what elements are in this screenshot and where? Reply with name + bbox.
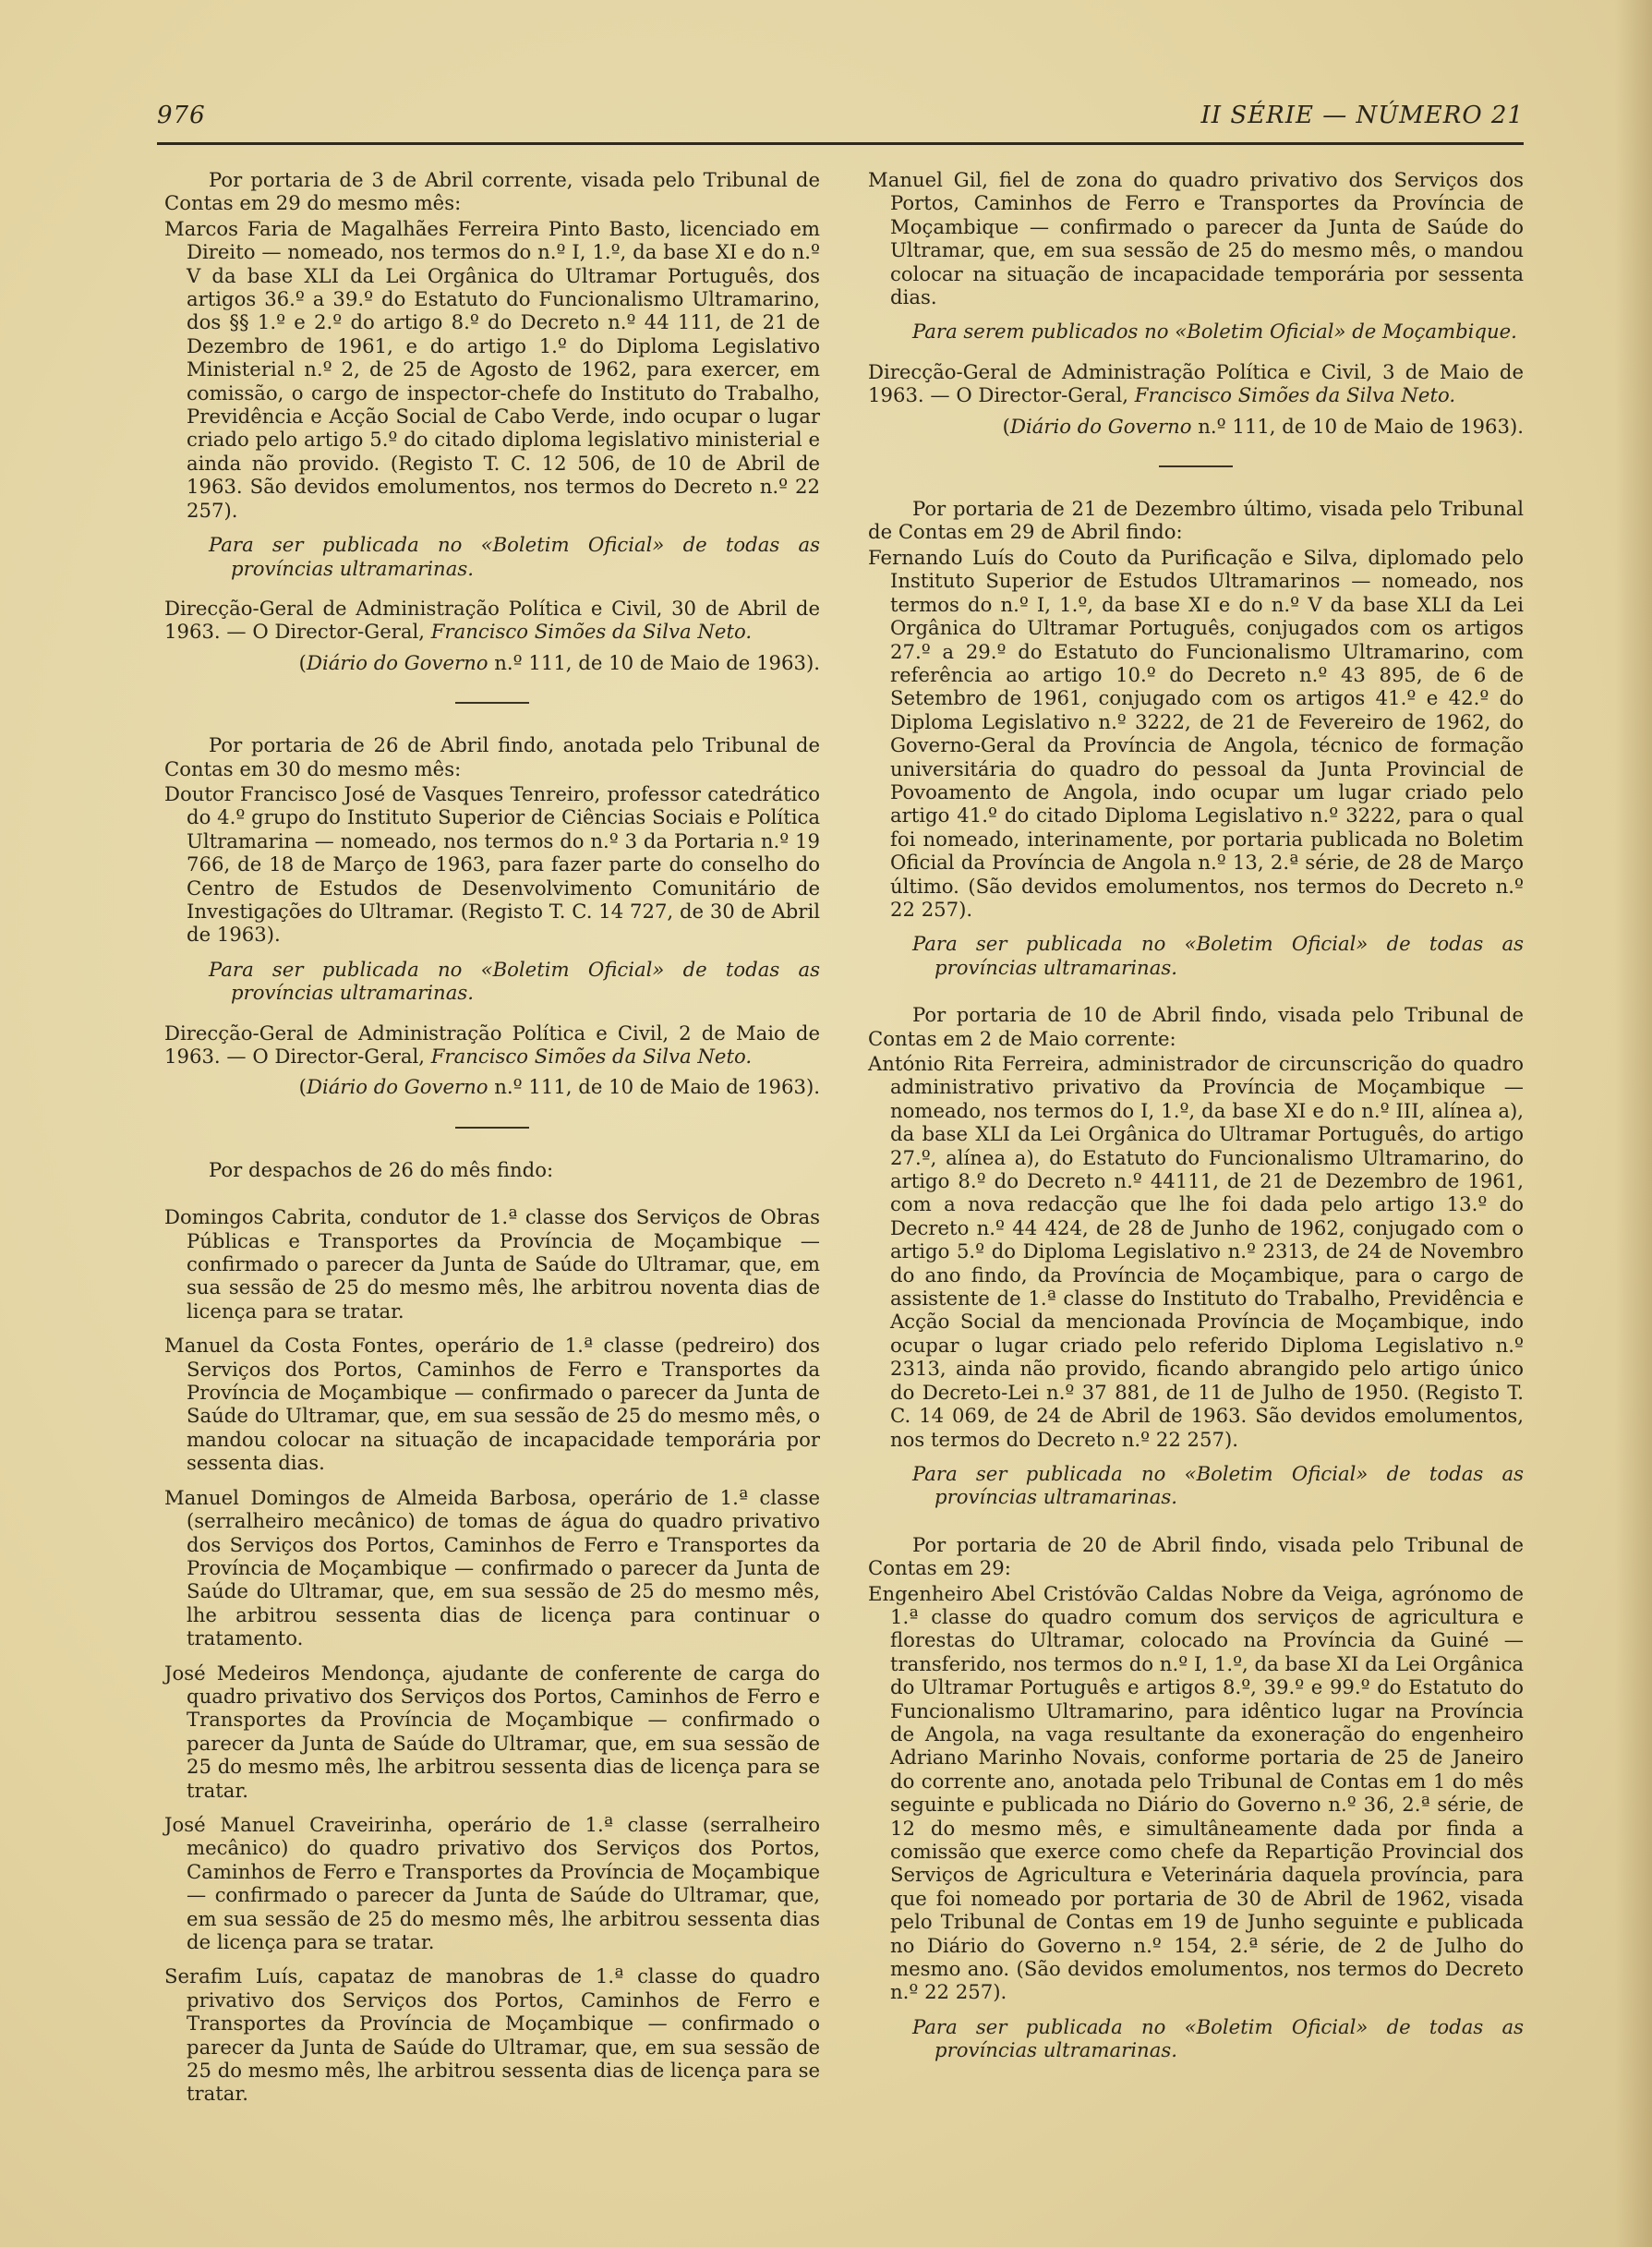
- running-title: II SÉRIE — NÚMERO 21: [1200, 102, 1524, 129]
- signature-prefix: Direcção-Geral de Administração Política e Civil, 30 de Abril de 1963. — O Director-Geral,: [164, 596, 820, 644]
- dispatch-entry: Manuel da Costa Fontes, operário de 1.ª classe (pedreiro) dos Serviços dos Portos, Caminhos de Ferro e Transportes da Província de Moçambique — confirmado o parecer da Junta de Saúde do Ultramar, que, em sua sessão de 25 do mesmo mês, o mandou colocar na situação de incapacidade temporária por sessenta dias.: [164, 1334, 820, 1475]
- publication-note: Para ser publicada no «Boletim Oficial» de todas as províncias ultramarinas.: [912, 1461, 1524, 1509]
- diario-detail: n.º 111, de 10 de Maio de 1963).: [494, 1075, 820, 1099]
- section-intro: Por portaria de 26 de Abril findo, anotada pelo Tribunal de Contas em 30 do mesmo mês:: [164, 733, 820, 780]
- page-header: [157, 102, 1524, 139]
- signature-prefix: Direcção-Geral de Administração Política e Civil, 2 de Maio de 1963. — O Director-Geral,: [164, 1021, 820, 1068]
- diario-title: Diário do Governo: [306, 1075, 488, 1099]
- signature-prefix: Direcção-Geral de Administração Política e Civil, 3 de Maio de 1963. — O Director-Geral,: [868, 359, 1524, 407]
- publication-note: Para ser publicada no «Boletim Oficial» de todas as províncias ultramarinas.: [209, 957, 820, 1005]
- section-intro: Por portaria de 20 de Abril findo, visada pelo Tribunal de Contas em 29:: [868, 1532, 1524, 1580]
- section-separator: [455, 702, 529, 704]
- diario-reference: (Diário do Governo n.º 111, de 10 de Maio de 1963).: [1002, 414, 1524, 438]
- dispatch-entry: Manuel Gil, fiel de zona do quadro privativo dos Serviços dos Portos, Caminhos de Ferro e Transportes da Província de Moçambique — confirmado o parecer da Junta de Saúde do Ultramar, que, em sua sessão de 25 do mesmo mês, o mandou colocar na situação de incapacidade temporária por sessenta dias.: [868, 168, 1524, 309]
- signature-name: Francisco Simões da Silva Neto.: [430, 620, 753, 644]
- section-separator: [1159, 465, 1233, 467]
- appointment-entry: António Rita Ferreira, administrador de circunscrição do quadro administrativo privativo da Província de Moçambique — nomeado, nos termos do I, 1.º, da base XI e do n.º III, alínea a), da base XLI da Lei Orgânica do Ultramar Português, do artigo 27.º, alínea a), do Estatuto do Funcionalismo Ultramarino, do artigo 8.º do Decreto n.º 44111, de 21 de Dezembro de 1961, com a nova redacção que lhe foi dada pelo artigo 13.º do Decreto n.º 44 424, de 28 de Junho de 1962, conjugado com o artigo 5.º do Diploma Legislativo n.º 2313, de 24 de Novembro do ano findo, da Província de Moçambique, para o cargo de assistente de 1.ª classe do Instituto do Trabalho, Previdência e Acção Social da mencionada Província de Moçambique, indo ocupar o lugar criado pelo referido Diploma Legislativo n.º 2313, ainda não provido, ficando abrangido pelo artigo único do Decreto-Lei n.º 37 881, de 11 de Julho de 1950. (Registo T. C. 14 069, de 24 de Abril de 1963. São devidos emolumentos, nos termos do Decreto n.º 22 257).: [868, 1052, 1524, 1451]
- section-separator: [455, 1127, 529, 1129]
- page-edge-shadow: [1615, 0, 1652, 2247]
- left-column: [164, 168, 820, 2117]
- header-rule: [157, 142, 1524, 145]
- appointment-entry: Marcos Faria de Magalhães Ferreira Pinto Basto, licenciado em Direito — nomeado, nos termos do n.º I, 1.º, da base XI e do n.º V da base XLI da Lei Orgânica do Ultramar Português, dos artigos 36.º a 39.º do Estatuto do Funcionalismo Ultramarino, dos §§ 1.º e 2.º do artigo 8.º do Decreto n.º 44 111, de 21 de Dezembro de 1961, e do artigo 1.º do Diploma Legislativo Ministerial n.º 2, de 25 de Agosto de 1962, para exercer, em comissão, o cargo de inspector-chefe do Instituto do Trabalho, Previdência e Acção Social de Cabo Verde, indo ocupar o lugar criado pelo artigo 5.º do citado diploma legislativo ministerial e ainda não provido. (Registo T. C. 12 506, de 10 de Abril de 1963. São devidos emolumentos, nos termos do Decreto n.º 22 257).: [164, 216, 820, 522]
- diario-title: Diário do Governo: [1009, 414, 1192, 438]
- signature-line: [164, 1021, 820, 1069]
- right-column: [868, 168, 1524, 2073]
- diario-title: Diário do Governo: [306, 650, 488, 674]
- dispatch-entry: Manuel Domingos de Almeida Barbosa, operário de 1.ª classe (serralheiro mecânico) de tomas de água do quadro privativo dos Serviços dos Portos, Caminhos de Ferro e Transportes da Província de Moçambique — confirmado o parecer da Junta de Saúde do Ultramar, que, em sua sessão de 25 do mesmo mês, lhe arbitrou sessenta dias de licença para continuar o tratamento.: [164, 1485, 820, 1650]
- appointment-entry: Doutor Francisco José de Vasques Tenreiro, professor catedrático do 4.º grupo do Instituto Superior de Ciências Sociais e Política Ultramarina — nomeado, nos termos do n.º 3 da Portaria n.º 19 766, de 18 de Março de 1963, para fazer parte do conselho do Centro de Estudos de Desenvolvimento Comunitário de Investigações do Ultramar. (Registo T. C. 14 727, de 30 de Abril de 1963).: [164, 781, 820, 947]
- appointment-entry: Engenheiro Abel Cristóvão Caldas Nobre da Veiga, agrónomo de 1.ª classe do quadro comum dos serviços de agricultura e florestas do Ultramar, colocado na Província da Guiné — transferido, nos termos do n.º I, 1.º, da base XI da Lei Orgânica do Ultramar Português e artigos 8.º, 39.º e 99.º do Estatuto do Funcionalismo Ultramarino, para idêntico lugar na Província de Angola, na vaga resultante da exoneração do engenheiro Adriano Marinho Novais, conforme portaria de 25 de Janeiro do corrente ano, anotada pelo Tribunal de Contas em 1 do mês seguinte e publicada no Diário do Governo n.º 36, 2.ª série, de 12 do mesmo mês, e simultâneamente dada por finda a comissão que exerce como chefe da Repartição Provincial dos Serviços de Agricultura e Veterinária daquela província, para que foi nomeado por portaria de 30 de Abril de 1962, visada pelo Tribunal de Contas em 19 de Junho seguinte e publicada no Diário do Governo n.º 154, 2.ª série, de 2 de Julho do mesmo ano. (São devidos emolumentos, nos termos do Decreto n.º 22 257).: [868, 1581, 1524, 2004]
- publication-note: Para serem publicados no «Boletim Oficial» de Moçambique.: [912, 320, 1517, 344]
- dispatch-entry: Serafim Luís, capataz de manobras de 1.ª classe do quadro privativo dos Serviços dos Portos, Caminhos de Ferro e Transportes da Província de Moçambique — confirmado o parecer da Junta de Saúde do Ultramar, que, em sua sessão de 25 do mesmo mês, lhe arbitrou sessenta dias de licença para se tratar.: [164, 1964, 820, 2106]
- publication-note: Para ser publicada no «Boletim Oficial» de todas as províncias ultramarinas.: [912, 2014, 1524, 2062]
- dispatch-entry: José Manuel Craveirinha, operário de 1.ª classe (serralheiro mecânico) do quadro privativo dos Serviços dos Portos, Caminhos de Ferro e Transportes da Província de Moçambique — confirmado o parecer da Junta de Saúde do Ultramar, que, em sua sessão de 25 do mesmo mês, lhe arbitrou sessenta dias de licença para se tratar.: [164, 1812, 820, 1953]
- page-number: 976: [157, 102, 206, 129]
- signature-name: Francisco Simões da Silva Neto.: [430, 1045, 753, 1068]
- diario-detail: n.º 111, de 10 de Maio de 1963).: [1198, 414, 1524, 438]
- signature-line: [164, 597, 820, 644]
- signature-name: Francisco Simões da Silva Neto.: [1134, 383, 1456, 407]
- section-intro: Por portaria de 3 de Abril corrente, visada pelo Tribunal de Contas em 29 do mesmo mês:: [164, 168, 820, 215]
- dispatch-entry: Domingos Cabrita, condutor de 1.ª classe dos Serviços de Obras Públicas e Transportes da Província de Moçambique — confirmado o parecer da Junta de Saúde do Ultramar, que, em sua sessão de 25 do mesmo mês, lhe arbitrou noventa dias de licença para se tratar.: [164, 1205, 820, 1323]
- diario-reference: (Diário do Governo n.º 111, de 10 de Maio de 1963).: [298, 1075, 820, 1099]
- diario-detail: n.º 111, de 10 de Maio de 1963).: [494, 650, 820, 674]
- section-intro: Por portaria de 10 de Abril findo, visada pelo Tribunal de Contas em 2 de Maio corrente:: [868, 1003, 1524, 1050]
- section-intro: Por despachos de 26 do mês findo:: [209, 1157, 554, 1181]
- appointment-entry: Fernando Luís do Couto da Purificação e Silva, diplomado pelo Instituto Superior de Estudos Ultramarinos — nomeado, nos termos do n.º I, 1.º, da base XI e do n.º V da base XLI da Lei Orgânica do Ultramar Português, conjugados com os artigos 27.º a 29.º do Estatuto do Funcionalismo Ultramarino, com referência ao artigo 10.º do Decreto n.º 43 895, de 6 de Setembro de 1961, conjugado com os artigos 41.º e 42.º do Diploma Legislativo n.º 3222, de 21 de Fevereiro de 1962, do Governo-Geral da Província de Angola, técnico de formação universitária do quadro do pessoal da Junta Provincial de Povoamento de Angola, indo ocupar um lugar criado pelo artigo 41.º do citado Diploma Legislativo n.º 3222, para o qual foi nomeado, interinamente, por portaria publicada no Boletim Oficial da Província de Angola n.º 13, 2.ª série, de 28 de Março último. (São devidos emolumentos, nos termos do Decreto n.º 22 257).: [868, 545, 1524, 921]
- publication-note: Para ser publicada no «Boletim Oficial» de todas as províncias ultramarinas.: [209, 533, 820, 580]
- section-intro: Por portaria de 21 de Dezembro último, visada pelo Tribunal de Contas em 29 de Abril findo:: [868, 497, 1524, 544]
- publication-note: Para ser publicada no «Boletim Oficial» de todas as províncias ultramarinas.: [912, 932, 1524, 979]
- diario-reference: (Diário do Governo n.º 111, de 10 de Maio de 1963).: [298, 650, 820, 674]
- dispatch-entry: José Medeiros Mendonça, ajudante de conferente de carga do quadro privativo dos Serviços dos Portos, Caminhos de Ferro e Transportes da Província de Moçambique — confirmado o parecer da Junta de Saúde do Ultramar, que, em sua sessão de 25 do mesmo mês, lhe arbitrou sessenta dias de licença para se tratar.: [164, 1661, 820, 1802]
- signature-line: [868, 360, 1524, 407]
